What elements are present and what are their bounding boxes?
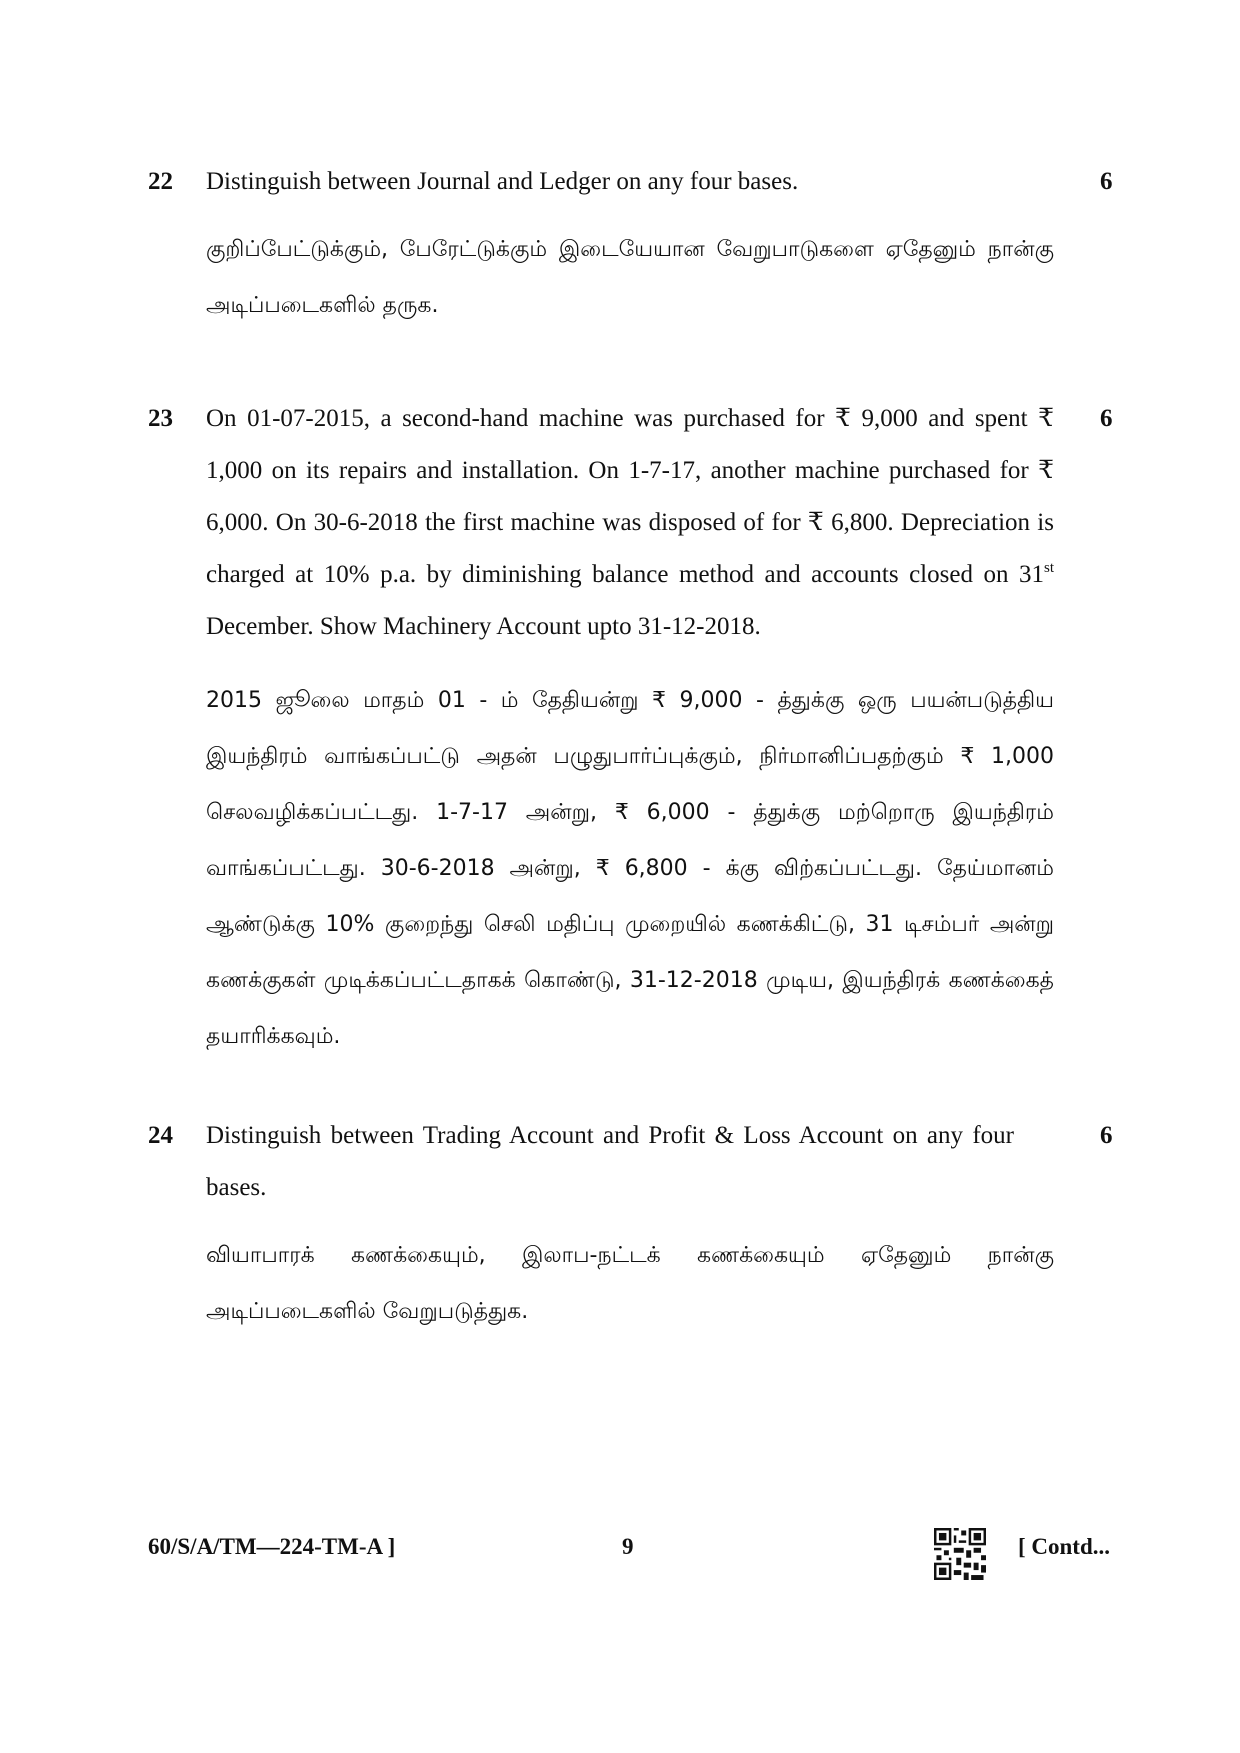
question-marks: 6: [1100, 168, 1113, 195]
qr-code-icon: [934, 1528, 986, 1580]
question-text-tamil: குறிப்பேட்டுக்கும், பேரேட்டுக்கும் இடையேயான வேறுபாடுகளை ஏதேனும் நான்கு அடிப்படைகளில் தருக.: [206, 237, 1054, 318]
paper-code: 60/S/A/TM—224-TM-A ]: [148, 1534, 396, 1559]
question-text-tamil: 2015 ஜூலை மாதம் 01 - ம் தேதியன்று ₹ 9,000 - த்துக்கு ஒரு பயன்படுத்திய இயந்திரம் வாங்கப்பட்டு அதன் பழுதுபார்ப்புக்கும், நிர்மானிப்பதற்கும் ₹ 1,000 செலவழிக்கப்பட்டது. 1-7-17 அன்று, ₹ 6,000 - த்துக்கு மற்றொரு இயந்திரம் வாங்கப்பட்டது. 30-6-2018 அன்று, ₹ 6,800 - க்கு விற்கப்பட்டது. தேய்மானம் ஆண்டுக்கு 10% குறைந்து செலி மதிப்பு முறையில் கணக்கிட்டு, 31 டிசம்பர் அன்று கணக்குகள் முடிக்கப்பட்டதாகக் கொண்டு, 31-12-2018 முடிய, இயந்திரக் கணக்கைத் தயாரிக்கவும்.: [206, 688, 1054, 1049]
question-text-english: Distinguish between Trading Account and Profit & Loss Account on any four bases.: [206, 1122, 1014, 1201]
question-text-english: Distinguish between Journal and Ledger on any four bases.: [206, 168, 799, 195]
question-marks: 6: [1100, 405, 1113, 432]
question-text-english: [206, 393, 1054, 653]
question-text-part: On 01-07-2015, a second-hand machine was purchased for ₹ 9,000 and spent ₹ 1,000 on its repairs and installation. On 1-7-17, another machine purchased for ₹ 6,000. On 30-6-2018 the first machine was disposed of for ₹ 6,800. Depreciation is charged at 10% p.a. by diminishing balance method and accounts closed on 31: [206, 405, 1054, 588]
ordinal-suffix: st: [1043, 560, 1054, 576]
question-number: 22: [148, 168, 173, 195]
question-marks: 6: [1100, 1122, 1113, 1149]
question-text-tamil: வியாபாரக் கணக்கையும், இலாப-நட்டக் கணக்கையும் ஏதேனும் நான்கு அடிப்படைகளில் வேறுபடுத்துக.: [206, 1243, 1054, 1324]
page-footer: [0, 1524, 1240, 1584]
question-number: 23: [148, 405, 173, 432]
page-number: 9: [622, 1534, 634, 1559]
question-number: 24: [148, 1122, 173, 1149]
continued-label: [ Contd...: [1018, 1534, 1111, 1559]
question-text-part: December. Show Machinery Account upto 31-12-2018.: [206, 613, 761, 640]
